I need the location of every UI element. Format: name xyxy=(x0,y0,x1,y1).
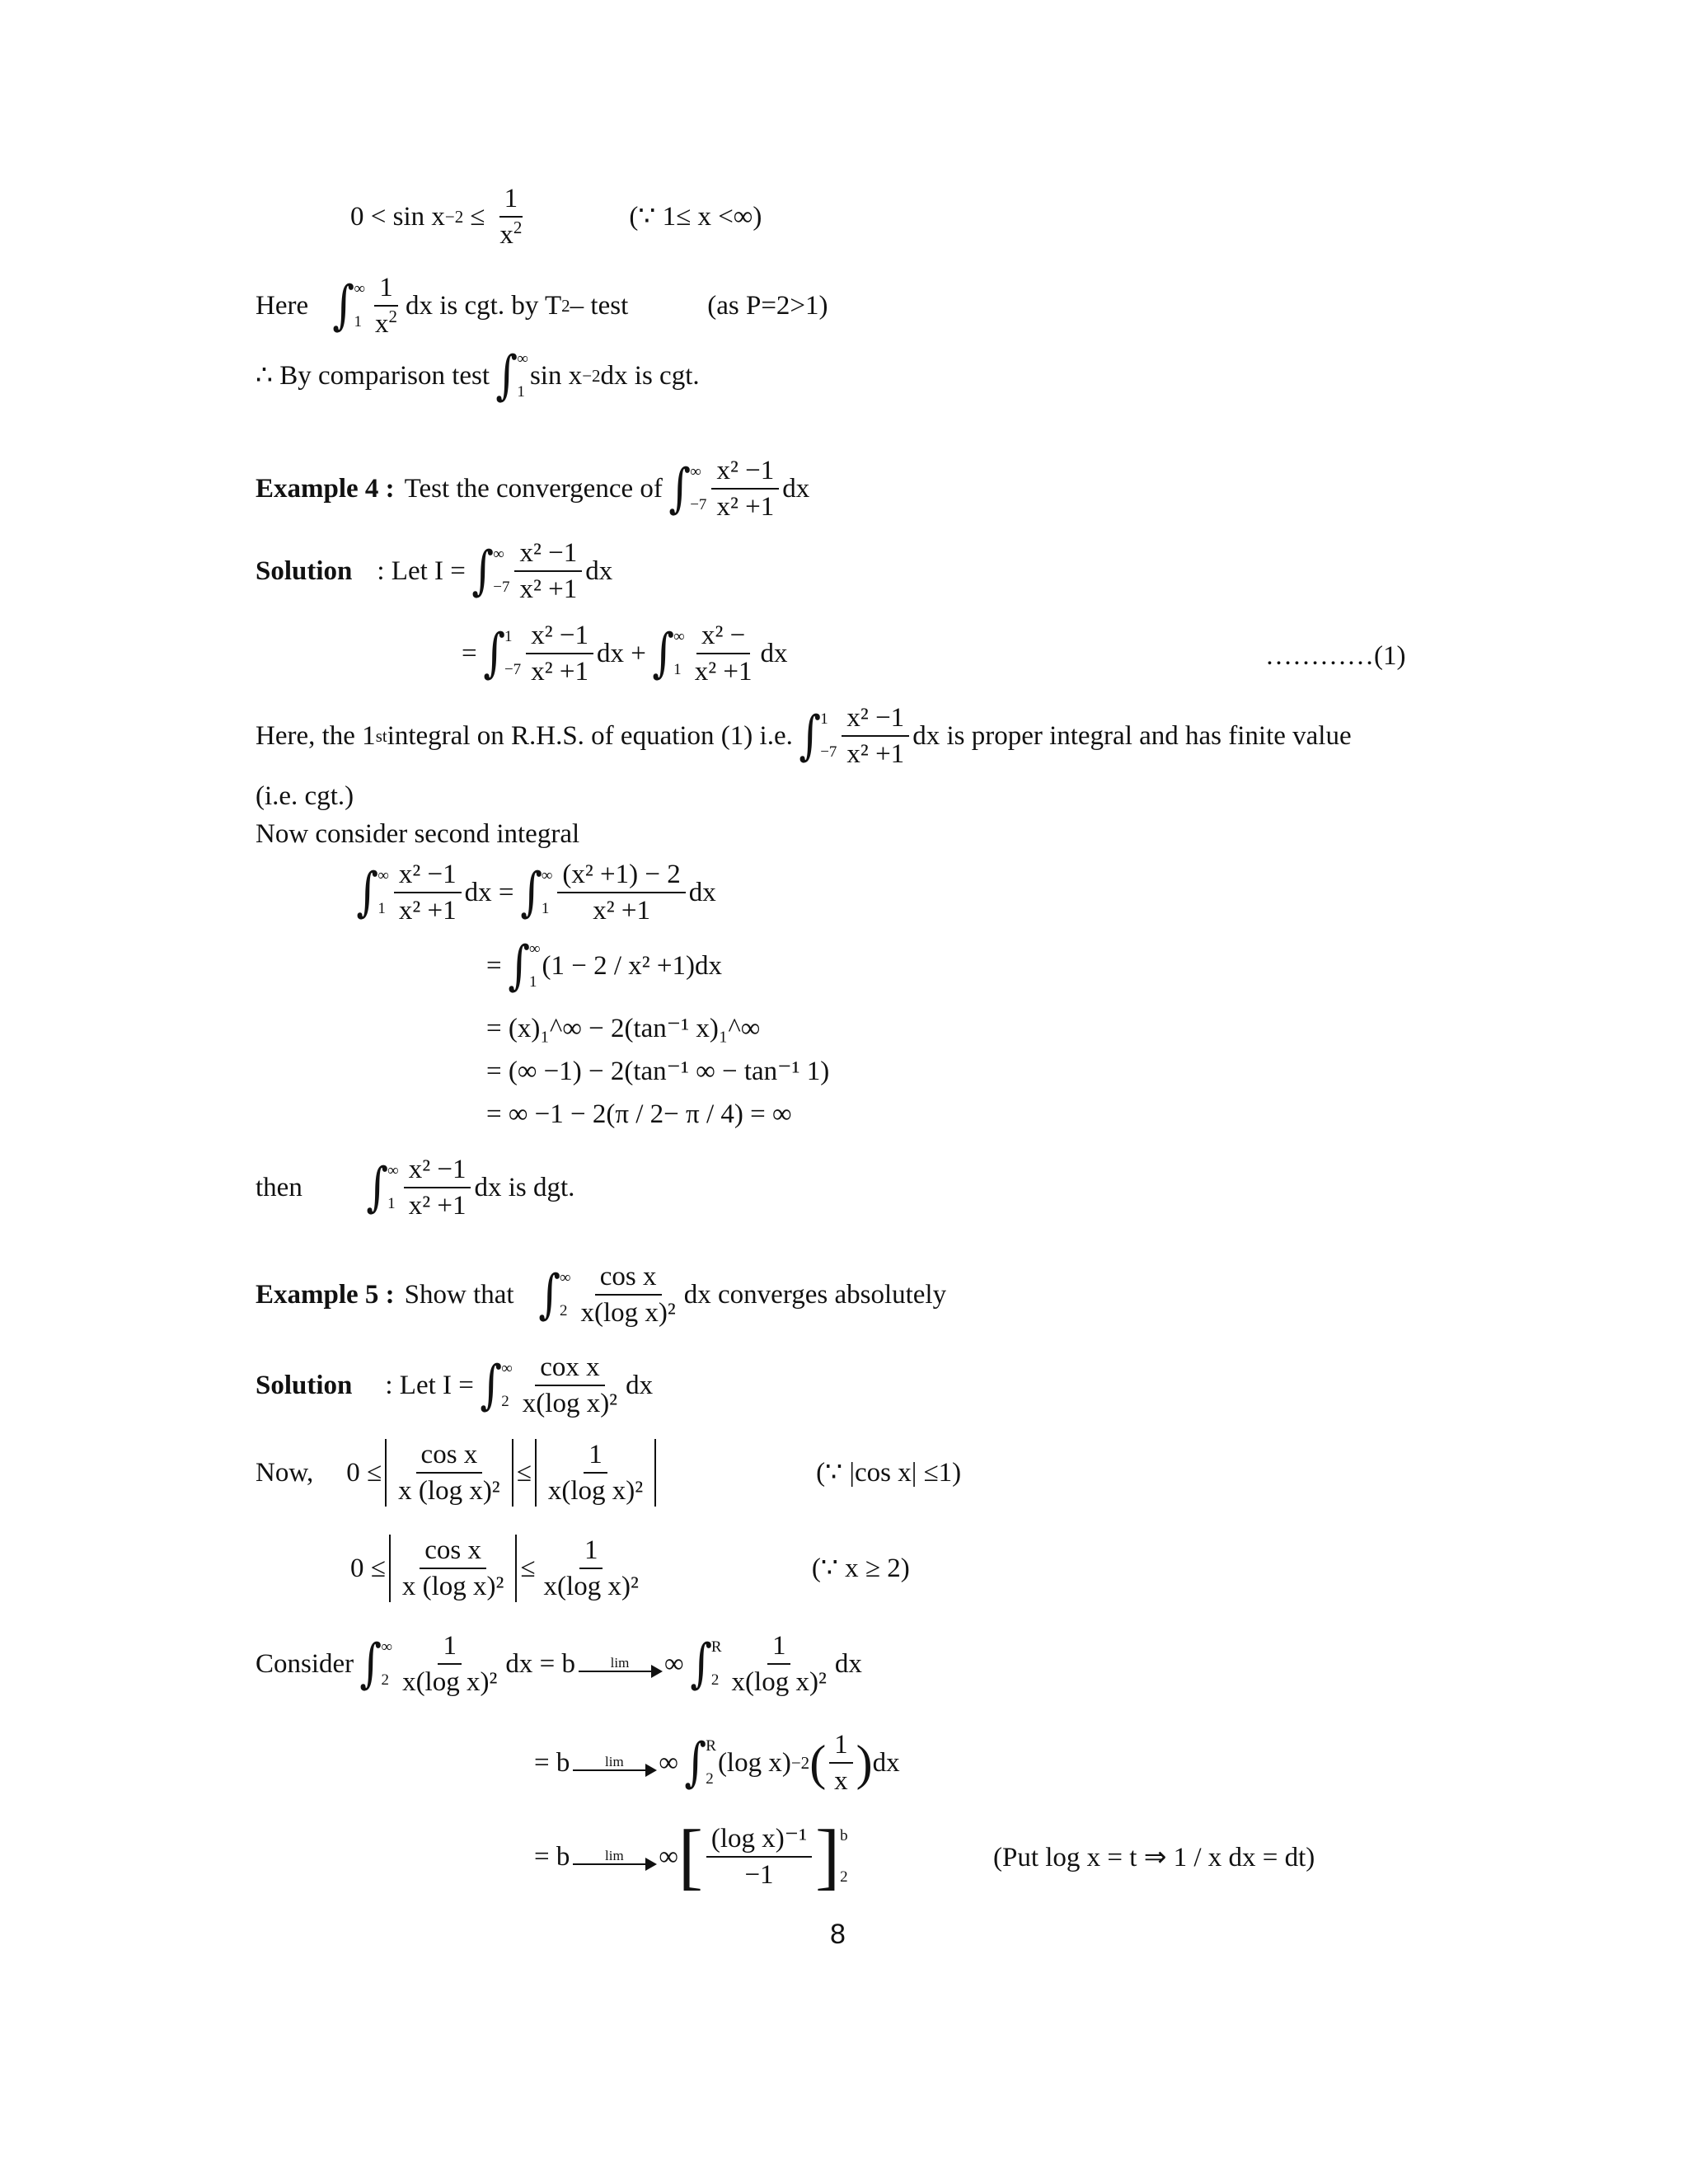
limit-arrow: lim xyxy=(573,1755,655,1771)
cgt-note: (i.e. cgt.) xyxy=(256,781,354,811)
solution-4-line: Solution : Let I = ∫ ∞ −7 $\frac{\text{x² −1}}{\text{x² +1}}$ dx xyxy=(256,538,613,604)
divergence-line: then ∫ ∞ 1 $\frac{\text{x² −1}}{\text{x² +1}}$ dx is dgt. xyxy=(256,1155,575,1221)
integral-sign: ∫ R 2 xyxy=(689,1633,722,1694)
example-5-heading: Example 5 : Show that ∫ ∞ 2 $\frac{\text{cos x}}{\text{x(log x)²}}$ dx converges absolutely xyxy=(256,1262,947,1328)
integral-sign: ∫ ∞ 1 xyxy=(507,935,541,996)
antiderivative-line: = (x)₁^∞ − 2(tan⁻¹ x)₁^∞ xyxy=(486,1014,761,1043)
here-line: Here ∫ ∞ 1 $\frac{1}{x^2}$ dx is cgt. by T 2 – test (as P=2>1) xyxy=(256,273,828,339)
limit-arrow: lim xyxy=(573,1849,655,1865)
substitution-line: = b lim ∞ ∫ R 2 (log x) −2 ( $\frac{1}{x}$ ) dx xyxy=(534,1730,900,1796)
result-line: = ∞ −1 − 2(π / 2− π / 4) = ∞ xyxy=(486,1099,792,1129)
evaluation-line: = b lim ∞ [ $\frac{\text{(log x)⁻¹}}{-1}$ ] b 2 xyxy=(534,1816,848,1897)
solution-5-line: Solution : Let I = ∫ ∞ 2 $\frac{\text{cox x}}{\text{x(log x)²}}$ dx xyxy=(256,1352,654,1418)
fraction: $\frac{1}{x^2}$ xyxy=(499,184,523,250)
substitution-note: (Put log x = t ⇒ 1 / x dx = dt) xyxy=(993,1843,1315,1872)
integral-sign: ∫ ∞ 1 xyxy=(652,623,685,684)
integral-sign: ∫ ∞ 1 xyxy=(356,862,389,923)
integral-sign: ∫ ∞ 2 xyxy=(359,1633,393,1694)
example-4-heading: Example 4 : Test the convergence of ∫ ∞ −7 $\frac{\text{x² −1}}{\text{x² +1}}$ dx xyxy=(256,456,810,522)
absolute-value: $\frac{1}{\text{x(log x)²}}$ xyxy=(535,1439,656,1507)
absolute-value: $\frac{\text{cos x}}{\text{x (log x)²}}$ xyxy=(385,1439,513,1507)
proper-integral-line: Here, the 1 st integral on R.H.S. of equation (1) i.e. ∫ 1 −7 $\frac{\text{x² −1}}{\text{x² +1}}$ dx is proper integral and has finite value xyxy=(256,703,1352,769)
integral-sign: ∫ ∞ −7 xyxy=(668,458,707,519)
simplified-integral-line: = ∫ ∞ 1 (1 − 2 / x² +1)dx xyxy=(486,935,723,996)
consider-second-line: Now consider second integral xyxy=(256,819,580,849)
integral-sign: ∫ ∞ 1 xyxy=(519,862,553,923)
integral-sign: ∫ 1 −7 xyxy=(482,623,522,684)
integral-sign: ∫ 1 −7 xyxy=(799,705,837,766)
integral-sign: ∫ ∞ 1 xyxy=(332,275,366,336)
integral-sign: ∫ ∞ 1 xyxy=(495,345,528,406)
absolute-value: $\frac{\text{cos x}}{\text{x (log x)²}}$ xyxy=(389,1535,518,1602)
integral-sign: ∫ ∞ 2 xyxy=(537,1264,571,1325)
limit-arrow: lim xyxy=(579,1656,661,1672)
consider-limit-line: Consider ∫ ∞ 2 $\frac{1}{\text{x(log x)²}}$ dx = b lim ∞ ∫ R 2 $\frac{1}{\text{x(log x)²}}$ dx xyxy=(256,1631,862,1697)
page-number: 8 xyxy=(830,1919,846,1950)
second-integral-line: ∫ ∞ 1 $\frac{\text{x² −1}}{\text{x² +1}}$ dx = ∫ ∞ 1 $\frac{\text{(x² +1) − 2}}{\text{x² +1}}$ dx xyxy=(350,859,716,926)
equation-tag: …………(1) xyxy=(1265,641,1406,671)
integral-sign: ∫ ∞ 1 xyxy=(366,1157,399,1218)
limits-line: = (∞ −1) − 2(tan⁻¹ ∞ − tan⁻¹ 1) xyxy=(486,1057,830,1086)
absolute-bound-line: Now, 0 ≤ $\frac{\text{cos x}}{\text{x (log x)²}}$ ≤ $\frac{1}{\text{x(log x)²}}$ (∵ |cos x| ≤1) xyxy=(256,1440,962,1506)
integral-sign: ∫ R 2 xyxy=(684,1732,716,1793)
integral-sign: ∫ ∞ 2 xyxy=(480,1355,513,1416)
bound-line: 0 ≤ $\frac{\text{cos x}}{\text{x (log x)²}}$ ≤ $\frac{1}{\text{x(log x)²}}$ (∵ x ≥ 2) xyxy=(350,1535,910,1601)
split-integral-line: = ∫ 1 −7 $\frac{\text{x² −1}}{\text{x² +1}}$ dx + ∫ ∞ 1 $\frac{\text{x² −}}{\text{x² +1}}$ dx xyxy=(462,621,788,687)
comparison-line: ∴ By comparison test ∫ ∞ 1 sin x −2 dx is cgt. xyxy=(256,345,700,406)
inequality-line: 0 < sin x −2 ≤ $\frac{1}{x^2}$ (∵ 1≤ x <∞) xyxy=(350,184,762,250)
integral-sign: ∫ ∞ −7 xyxy=(471,541,510,602)
